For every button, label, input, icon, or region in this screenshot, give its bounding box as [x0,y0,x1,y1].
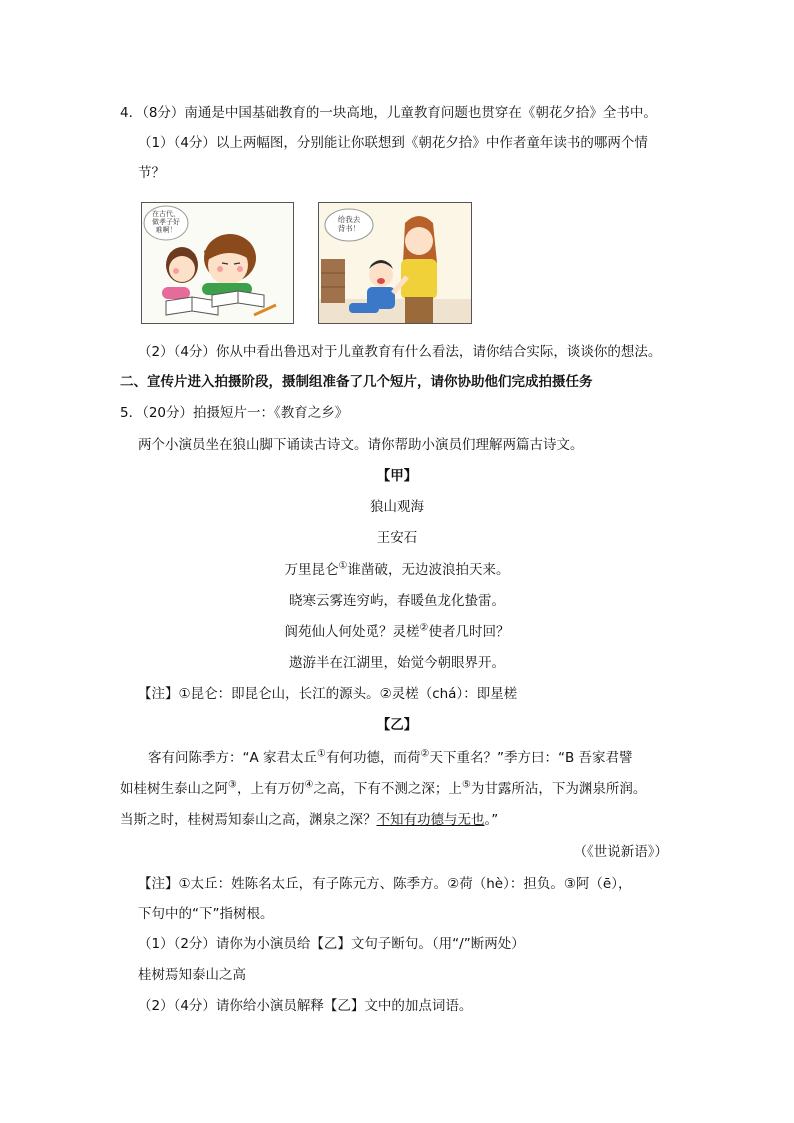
prose-mark-3: ③ [228,779,237,791]
poem-note: 【注】①昆仑：即昆仑山，长江的源头。②灵槎（chá）：即星槎 [138,686,518,702]
q5-sub2: （2）（4分）请你给小演员解释【乙】文中的加点词语。 [138,998,473,1014]
q4-stem: 4．（8分）南通是中国基础教育的一块高地，儿童教育问题也贯穿在《朝花夕拾》全书中。 [120,105,657,121]
prose-line-1-b: 有何功德，而荷 [326,750,421,766]
prose-line-2-b: ，上有万仞 [236,781,305,797]
prose-line-2-c: 之高，下有不测之深；上 [313,781,462,797]
prose-note-line-1: 【注】①太丘：姓陈名太丘，有子陈元方、陈季方。②荷（hè）：担负。③阿（ē）， [138,876,632,892]
bubble-line-2: 做孝子好 [152,218,180,226]
poem-line-3-b: 使者几时回？ [428,624,510,640]
yi-label: 【乙】 [376,717,418,733]
poem-line-1-b: 谁凿破，无边波浪拍天来。 [347,562,510,578]
poem-line-1 [0,560,794,580]
prose-line-3 [120,810,498,830]
prose-mark-1: ① [317,748,326,760]
prose-mark-5: ⑤ [461,779,471,791]
footnote-mark-2: ② [419,622,429,634]
poem-author: 王安石 [376,530,418,546]
illustration-mother-child [318,202,472,324]
q4-sub1-line2: 节？ [138,165,165,181]
prose-note-line-2: 下句中的“下”指树根。 [138,906,274,922]
poem-line-1-a: 万里昆仑 [284,562,339,578]
prose-mark-4: ④ [304,779,314,791]
prose-line-1 [148,748,633,768]
illustration-children-reading [141,202,294,324]
q4-sub1-line1: （1）（4分）以上两幅图，分别能让你联想到《朝花夕拾》中作者童年读书的哪两个情 [138,135,648,151]
poem-line-3-a: 阆苑仙人何处觅？灵槎 [284,624,420,640]
bubble-line-3: 难啊！ [155,226,177,234]
q5-stem: 5．（20分）拍摄短片一：《教育之乡》 [120,405,349,421]
prose-source: （《世说新语》） [573,844,668,860]
bubble-line-1: 在古代， [152,210,180,218]
bubble2-line-1: 给我去 [337,215,361,224]
prose-line-2 [120,779,646,799]
poem-title: 狼山观海 [370,499,424,515]
prose-mark-2: ② [420,748,430,760]
poem-line-4: 遨游半在江湖里，始觉今朝眼界开。 [289,655,505,671]
poem-line-2: 晓寒云雾连穷屿，春暖鱼龙化蛰雷。 [289,593,505,609]
jia-label: 【甲】 [376,468,418,484]
q5-sub1-text: 桂树焉知泰山之高 [138,967,246,983]
poem-line-3 [0,622,794,642]
q4-sub2: （2）（4分）你从中看出鲁迅对于儿童教育有什么看法，请你结合实际，谈谈你的想法。 [138,344,662,360]
prose-line-3-a: 当斯之时，桂树焉知泰山之高，渊泉之深？ [120,812,377,828]
q5-sub1: （1）（2分）请你为小演员给【乙】文句子断句。（用“/”断两处） [138,936,525,952]
footnote-mark-1: ① [338,560,348,572]
prose-line-2-d: 为甘露所沾，下为渊泉所润。 [470,781,647,797]
bubble2-line-2: 背书！ [337,224,361,233]
q5-intro: 两个小演员坐在狼山脚下诵读古诗文。请你帮助小演员们理解两篇古诗文。 [138,437,584,453]
prose-line-3-c: 。” [484,812,499,828]
prose-underlined-sentence: 不知有功德与无也 [376,812,485,828]
section-2-heading: 二、宣传片进入拍摄阶段，摄制组准备了几个短片，请你协助他们完成拍摄任务 [120,374,593,390]
prose-line-1-c: 天下重名？”季方曰：“B 吾家君譬 [429,750,633,766]
prose-line-2-a: 如桂树生泰山之阿 [120,781,228,797]
prose-line-1-a: 客有问陈季方：“A 家君太丘 [148,750,318,766]
